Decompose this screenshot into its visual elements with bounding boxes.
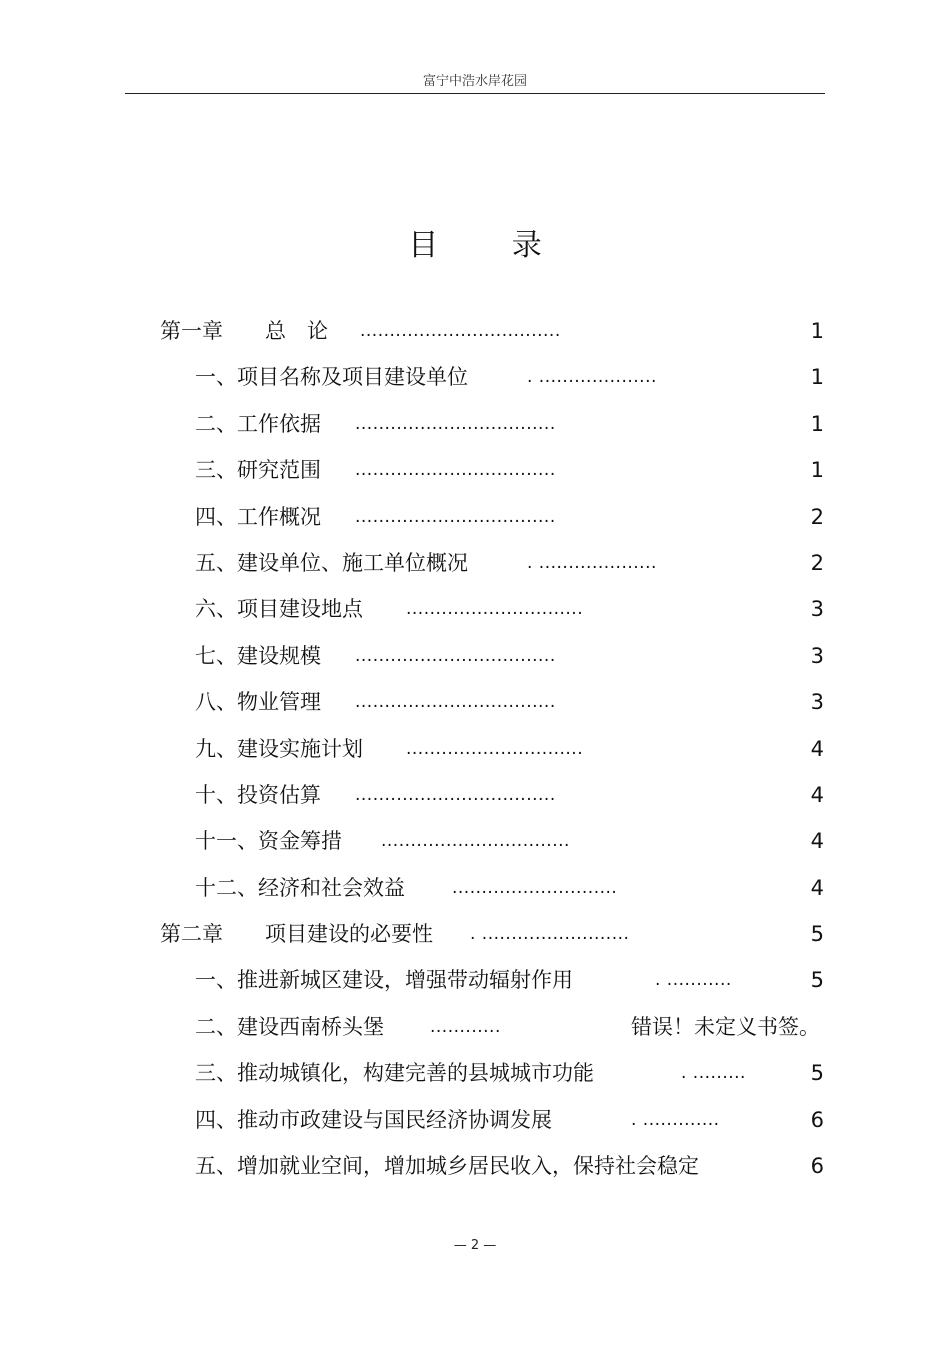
toc-entry-label: 十二、经济和社会效益 — [195, 875, 405, 900]
toc-entry-2-3[interactable] — [0, 1050, 950, 1096]
toc-leader-dots: . .................... — [527, 367, 657, 388]
toc-leader-dots: . ......................... — [470, 924, 630, 945]
running-header-title: 富宁中浩水岸花园 — [422, 74, 527, 89]
toc-leader-dots: ................................ — [381, 831, 570, 852]
toc-leader-dots: . .................... — [527, 552, 657, 573]
toc-page-number: 1 — [810, 365, 824, 390]
toc-leader-dots: .................................. — [355, 506, 556, 527]
toc-entry-label: 七、建设规模 — [195, 643, 321, 668]
toc-entry-2-5[interactable] — [0, 1143, 950, 1189]
toc-entry-label: 八、物业管理 — [195, 690, 321, 715]
toc-entry-1-5[interactable] — [0, 540, 950, 586]
toc-entry-label: 九、建设实施计划 — [195, 736, 363, 761]
toc-page-number: 4 — [810, 829, 824, 854]
table-of-contents — [0, 308, 950, 1189]
toc-page-number: 4 — [810, 875, 824, 900]
toc-leader-dots: .................................. — [355, 645, 556, 666]
toc-bookmark-error: 错误！未定义书签。 — [631, 1014, 820, 1039]
toc-leader-dots: .................................. — [355, 413, 556, 434]
toc-page-number: 4 — [810, 782, 824, 807]
toc-entry-label: 五、增加就业空间，增加城乡居民收入，保持社会稳定 — [195, 1154, 699, 1179]
toc-page-number: 1 — [810, 319, 824, 343]
toc-entry-label: 第一章 总 论 — [160, 319, 328, 343]
toc-entry-1-2[interactable] — [0, 401, 950, 447]
toc-leader-dots: .................................. — [355, 784, 556, 805]
toc-page-number: 3 — [810, 597, 824, 622]
toc-entry-label: 五、建设单位、施工单位概况 — [195, 550, 468, 575]
toc-entry-label: 二、建设西南桥头堡 — [195, 1014, 384, 1039]
toc-page-number: 6 — [810, 1154, 824, 1179]
toc-leader-dots: . ......... — [681, 1063, 746, 1084]
toc-entry-label: 第二章 项目建设的必要性 — [160, 922, 433, 947]
toc-title: 目 录 — [408, 228, 574, 263]
toc-leader-dots: .................................. — [355, 460, 556, 481]
toc-entry-1-6[interactable] — [0, 586, 950, 632]
toc-leader-dots: .............................. — [406, 599, 584, 620]
toc-entry-label: 二、工作依据 — [195, 411, 321, 436]
toc-page-number: 5 — [810, 968, 824, 993]
toc-leader-dots: ............ — [430, 1016, 501, 1037]
toc-page-number: 5 — [810, 1061, 824, 1086]
toc-page-number: 2 — [810, 550, 824, 575]
toc-entry-label: 十一、资金筹措 — [195, 829, 342, 854]
toc-entry-1-10[interactable] — [0, 772, 950, 818]
toc-page-number: 4 — [810, 736, 824, 761]
toc-entry-label: 四、推动市政建设与国民经济协调发展 — [195, 1107, 552, 1132]
toc-entry-1-4[interactable] — [0, 494, 950, 540]
toc-leader-dots: . ............. — [631, 1109, 720, 1130]
toc-entry-2-1[interactable] — [0, 957, 950, 1003]
header-divider — [125, 93, 825, 94]
page-number: — 2 — — [453, 1238, 497, 1253]
toc-page-number: 6 — [810, 1107, 824, 1132]
toc-entry-chapter-1[interactable] — [0, 308, 950, 354]
toc-entry-label: 三、推动城镇化，构建完善的县城城市功能 — [195, 1061, 594, 1086]
toc-entry-2-4[interactable] — [0, 1097, 950, 1143]
toc-entry-1-12[interactable] — [0, 865, 950, 911]
toc-entry-label: 六、项目建设地点 — [195, 597, 363, 622]
toc-leader-dots: ............................ — [452, 877, 618, 898]
toc-page-number: 3 — [810, 690, 824, 715]
toc-entry-2-2[interactable] — [0, 1004, 950, 1050]
toc-entry-label: 一、推进新城区建设，增强带动辐射作用 — [195, 968, 573, 993]
toc-entry-label: 三、研究范围 — [195, 458, 321, 483]
toc-page-number: 2 — [810, 504, 824, 529]
toc-entry-1-1[interactable] — [0, 354, 950, 400]
toc-entry-1-3[interactable] — [0, 447, 950, 493]
toc-leader-dots: .............................. — [406, 738, 584, 759]
toc-page-number: 1 — [810, 411, 824, 436]
toc-entry-1-9[interactable] — [0, 726, 950, 772]
toc-leader-dots: .................................. — [360, 321, 561, 341]
toc-page-number: 1 — [810, 458, 824, 483]
toc-entry-1-11[interactable] — [0, 818, 950, 864]
toc-page-number: 5 — [810, 922, 824, 947]
toc-page-number: 3 — [810, 643, 824, 668]
toc-entry-1-8[interactable] — [0, 679, 950, 725]
toc-entry-label: 一、项目名称及项目建设单位 — [195, 365, 468, 390]
toc-entry-label: 十、投资估算 — [195, 782, 321, 807]
toc-leader-dots: . ........... — [655, 970, 732, 991]
toc-entry-chapter-2[interactable] — [0, 911, 950, 957]
toc-leader-dots: .................................. — [355, 692, 556, 713]
toc-entry-label: 四、工作概况 — [195, 504, 321, 529]
toc-entry-1-7[interactable] — [0, 633, 950, 679]
